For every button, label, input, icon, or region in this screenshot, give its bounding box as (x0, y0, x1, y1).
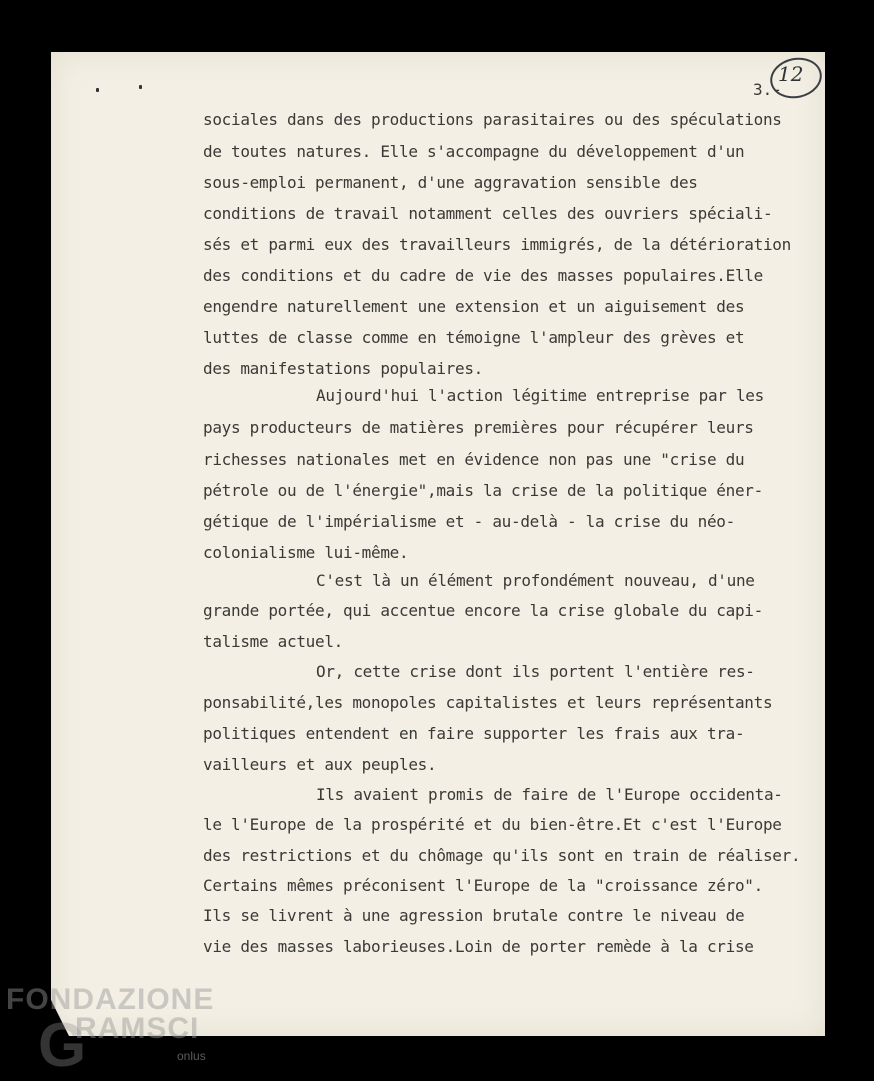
text-line: talisme actuel. (203, 632, 343, 651)
text-line: des manifestations populaires. (203, 359, 483, 378)
watermark-line1: FONDAZIONE (6, 983, 215, 1016)
text-line: des conditions et du cadre de vie des masses populaires.Elle (203, 266, 763, 285)
text-line: engendre naturellement une extension et un aiguisement des (203, 297, 745, 316)
watermark-line3: onlus (177, 1049, 206, 1063)
text-line: sociales dans des productions parasitaires ou des spéculations (203, 110, 782, 129)
text-line: pétrole ou de l'énergie",mais la crise de la politique éner- (203, 481, 763, 500)
text-line: de toutes natures. Elle s'accompagne du développement d'un (203, 142, 745, 161)
text-line: ponsabilité,les monopoles capitalistes et leurs représentants (203, 693, 773, 712)
text-line: Aujourd'hui l'action légitime entreprise par les (316, 386, 764, 405)
handwritten-folio-number: 12 (778, 62, 804, 86)
text-line: politiques entendent en faire supporter les frais aux tra- (203, 724, 745, 743)
text-line: C'est là un élément profondément nouveau, d'une (316, 571, 755, 590)
text-line: des restrictions et du chômage qu'ils sont en train de réaliser. (203, 846, 801, 865)
text-line: luttes de classe comme en témoigne l'ampleur des grèves et (203, 328, 745, 347)
text-line: vie des masses laborieuses.Loin de porter remède à la crise (203, 937, 754, 956)
text-line: sés et parmi eux des travailleurs immigrés, de la détérioration (203, 235, 791, 254)
fondazione-gramsci-watermark (0, 980, 230, 1080)
page-number: 3.- (753, 80, 782, 99)
text-line: pays producteurs de matières premières pour récupérer leurs (203, 418, 754, 437)
punch-mark-left (96, 88, 99, 92)
text-line: Ils avaient promis de faire de l'Europe occidenta- (316, 785, 783, 804)
text-line: Or, cette crise dont ils portent l'entière res- (316, 662, 755, 681)
text-line: conditions de travail notamment celles des ouvriers spéciali- (203, 204, 773, 223)
watermark-g-mark: G (38, 1011, 87, 1080)
text-line: colonialisme lui-même. (203, 543, 409, 562)
text-line: Certains mêmes préconisent l'Europe de la "croissance zéro". (203, 876, 763, 895)
text-line: vailleurs et aux peuples. (203, 755, 437, 774)
punch-mark-right (139, 85, 142, 89)
text-line: grande portée, qui accentue encore la crise globale du capi- (203, 601, 763, 620)
text-line: gétique de l'impérialisme et - au-delà - la crise du néo- (203, 512, 735, 531)
text-line: richesses nationales met en évidence non pas une "crise du (203, 450, 745, 469)
text-line: le l'Europe de la prospérité et du bien-être.Et c'est l'Europe (203, 815, 782, 834)
text-line: sous-emploi permanent, d'une aggravation sensible des (203, 173, 698, 192)
text-line: Ils se livrent à une agression brutale contre le niveau de (203, 906, 745, 925)
watermark-line2: RAMSCI (75, 1012, 200, 1045)
